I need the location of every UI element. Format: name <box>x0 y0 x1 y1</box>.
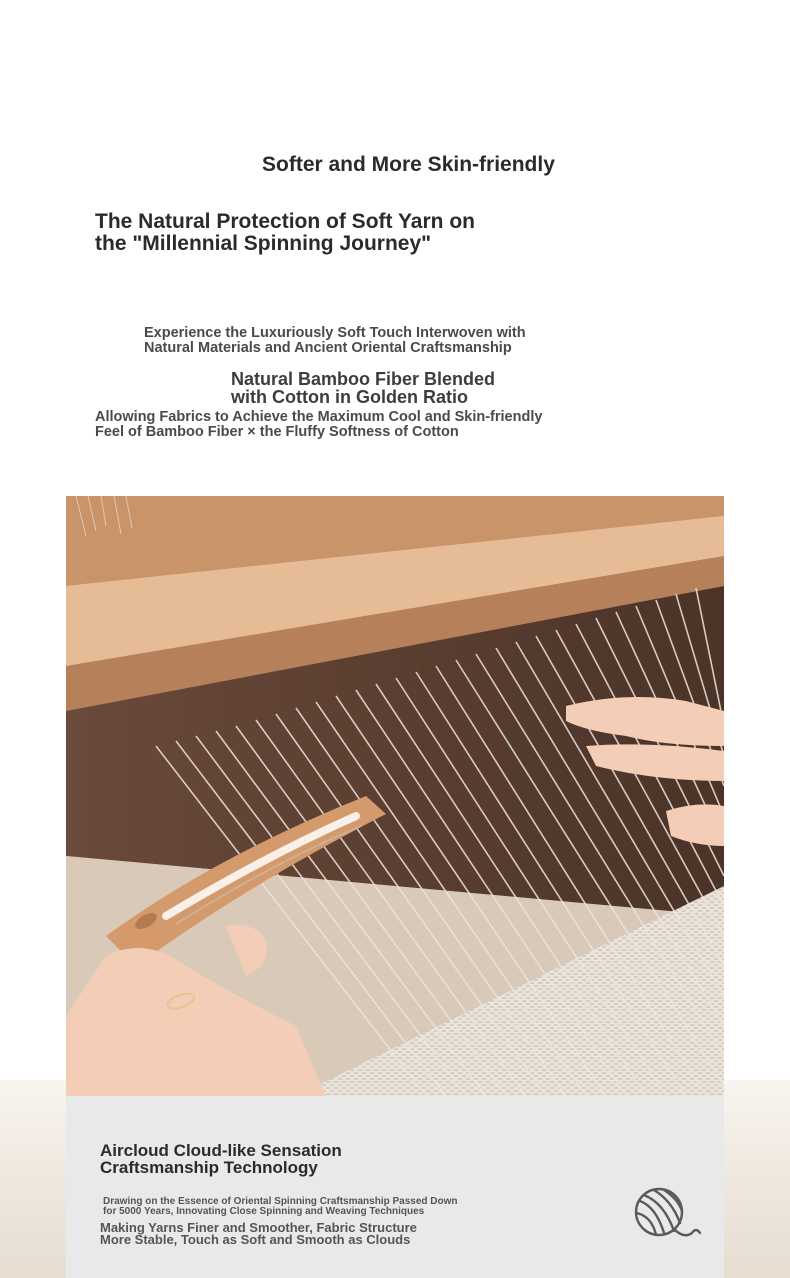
tagline: Softer and More Skin-friendly <box>262 153 555 176</box>
feature-title: Aircloud Cloud-like Sensation Craftsmanship Technology <box>100 1141 342 1177</box>
allowing-text: Allowing Fabrics to Achieve the Maximum Cool and Skin-friendly Feel of Bamboo Fiber × the Fluffy Softness of Cotton <box>95 409 543 440</box>
experience-text: Experience the Luxuriously Soft Touch Interwoven with Natural Materials and Ancient Oriental Craftsmanship <box>144 325 526 356</box>
feature-body-text: Making Yarns Finer and Smoother, Fabric Structure More Stable, Touch as Soft and Smooth as Clouds <box>100 1220 417 1247</box>
feature-panel <box>66 1096 724 1278</box>
feature-small-text: Drawing on the Essence of Oriental Spinning Craftsmanship Passed Down for 5000 Years, Innovating Close Spinning and Weaving Techniques <box>103 1196 458 1217</box>
bamboo-blend-heading: Natural Bamboo Fiber Blended with Cotton in Golden Ratio <box>231 369 496 407</box>
main-headline: The Natural Protection of Soft Yarn on the "Millennial Spinning Journey" <box>95 210 475 255</box>
yarn-ball-icon <box>634 1187 702 1243</box>
loom-weaving-image <box>66 496 724 1096</box>
